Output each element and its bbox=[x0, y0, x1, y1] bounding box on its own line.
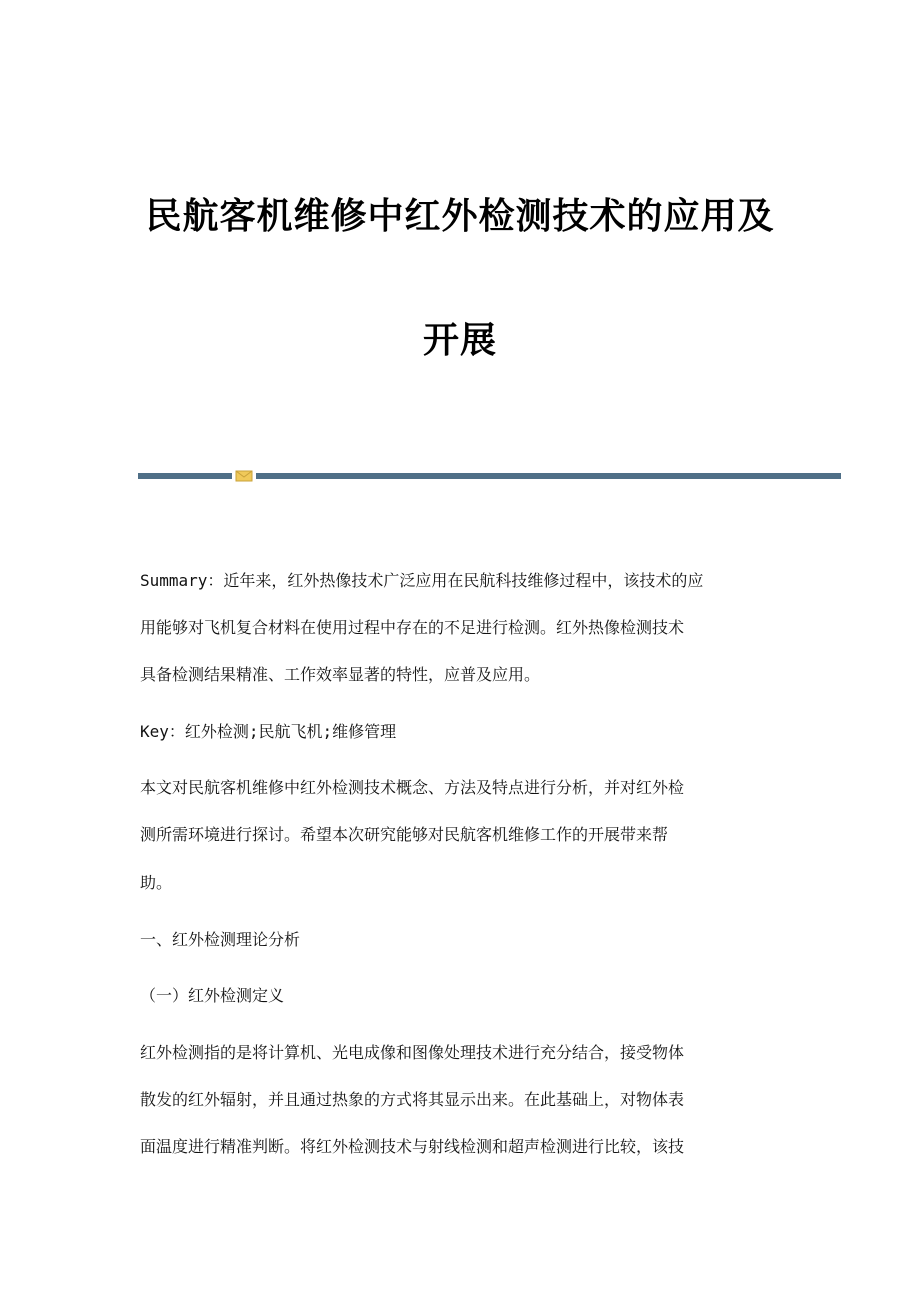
divider-bar-left bbox=[138, 473, 232, 479]
page-title-line-1: 民航客机维修中红外检测技术的应用及 bbox=[145, 196, 775, 237]
section-heading: 一、红外检测理论分析 bbox=[140, 930, 301, 949]
body-line-3: 面温度进行精准判断。将红外检测技术与射线检测和超声检测进行比较，该技 bbox=[140, 1137, 685, 1156]
summary-line-2: 用能够对飞机复合材料在使用过程中存在的不足进行检测。红外热像检测技术 bbox=[140, 618, 685, 637]
title-divider bbox=[138, 470, 841, 482]
intro-line-2: 测所需环境进行探讨。希望本次研究能够对民航客机维修工作的开展带来帮 bbox=[140, 825, 669, 844]
summary-line-1: Summary：近年来，红外热像技术广泛应用在民航科技维修过程中，该技术的应 bbox=[140, 571, 704, 590]
divider-bar-right bbox=[256, 473, 841, 479]
body-line-2: 散发的红外辐射，并且通过热象的方式将其显示出来。在此基础上，对物体表 bbox=[140, 1090, 685, 1109]
keywords-line: Key：红外检测;民航飞机;维修管理 bbox=[140, 722, 397, 741]
envelope-icon bbox=[235, 470, 253, 482]
intro-line-3: 助。 bbox=[140, 873, 173, 892]
subsection-heading: （一）红外检测定义 bbox=[140, 986, 285, 1005]
summary-line-3: 具备检测结果精准、工作效率显著的特性，应普及应用。 bbox=[140, 665, 541, 684]
page-title-line-2: 开展 bbox=[422, 320, 497, 361]
intro-line-1: 本文对民航客机维修中红外检测技术概念、方法及特点进行分析，并对红外检 bbox=[140, 778, 685, 797]
body-line-1: 红外检测指的是将计算机、光电成像和图像处理技术进行充分结合，接受物体 bbox=[140, 1043, 685, 1062]
